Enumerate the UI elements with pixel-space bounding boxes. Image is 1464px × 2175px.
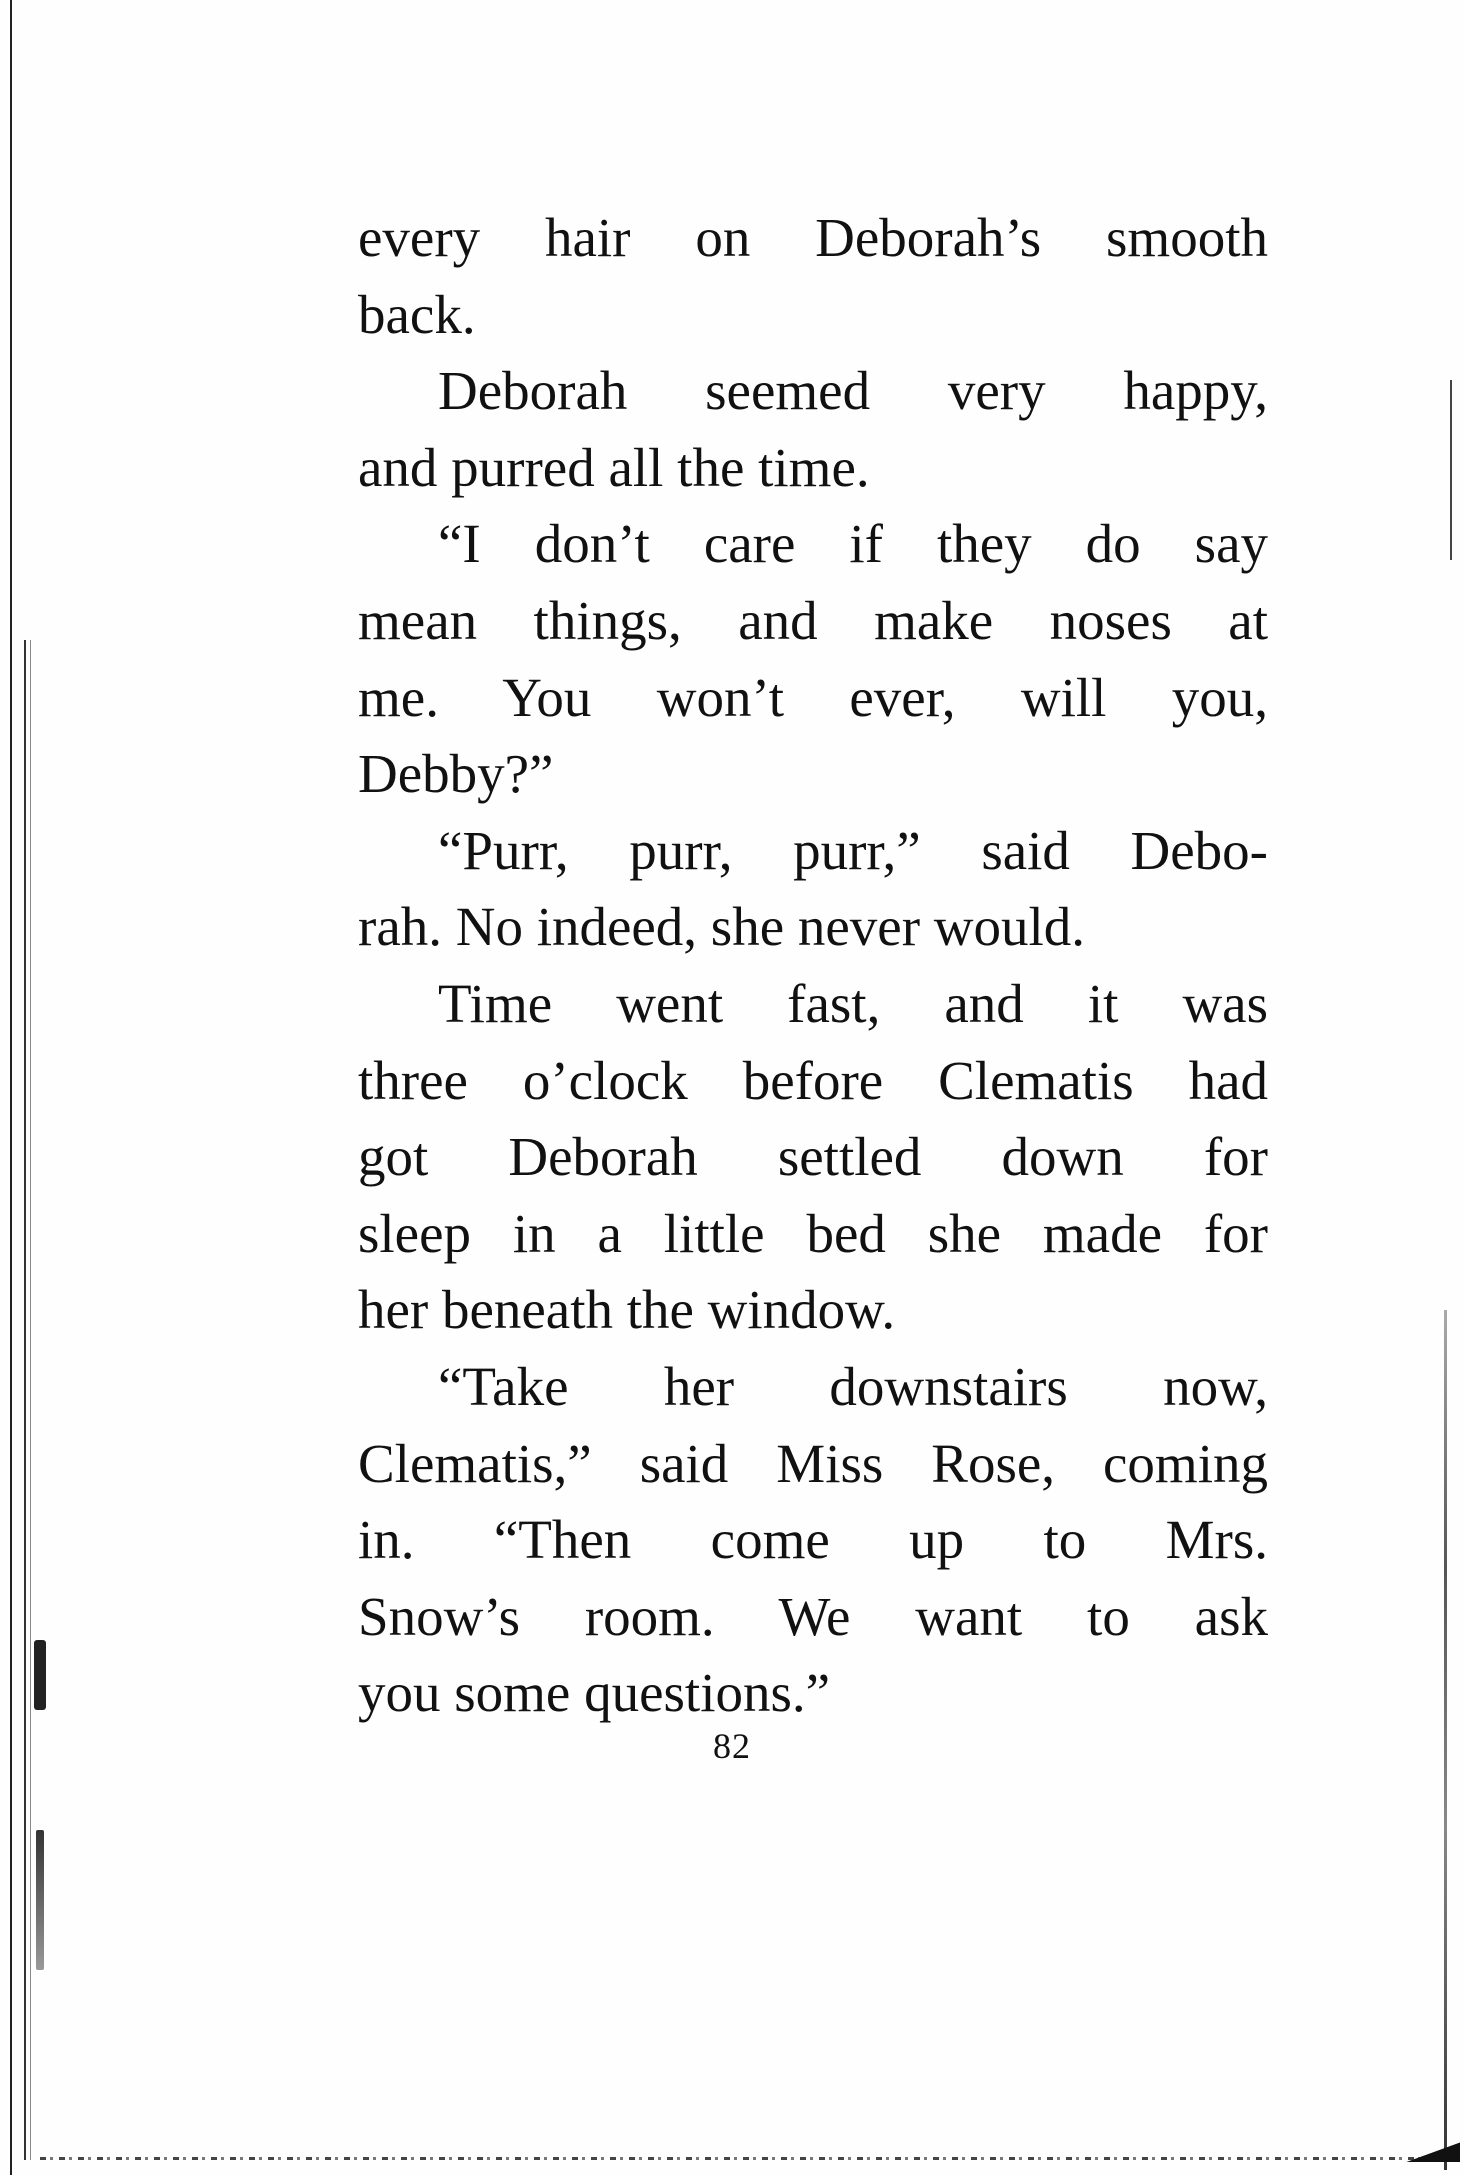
text-line: in. “Then come up to Mrs. (358, 1509, 1268, 1571)
text-line: Debby?” (358, 743, 554, 805)
text-line: Deborah seemed very happy, (438, 360, 1268, 422)
body-text (358, 200, 1268, 1732)
text-line: every hair on Deborah’s smooth (358, 207, 1268, 268)
text-line: got Deborah settled down for (358, 1126, 1268, 1188)
text-line: Time went fast, and it was (438, 972, 1268, 1034)
text-line: “I don’t care if they do say (438, 513, 1268, 575)
text-line: “Purr, purr, purr,” said Debo- (438, 819, 1268, 881)
text-line: Clematis,” said Miss Rose, coming (358, 1432, 1268, 1494)
text-line: sleep in a little bed she made for (358, 1202, 1268, 1264)
scan-corner-mark (1400, 2140, 1460, 2162)
text-line: me. You won’t ever, will you, (358, 666, 1268, 728)
text-line: back. (358, 283, 476, 345)
scan-bottom-edge (40, 2157, 1450, 2160)
scan-smudge (36, 1830, 44, 1970)
page-number: 82 (713, 1726, 751, 1766)
text-line: “Take her downstairs now, (438, 1355, 1268, 1417)
text-line: three o’clock before Clematis had (358, 1049, 1268, 1111)
scan-smudge (34, 1640, 46, 1710)
scan-edge-line (10, 0, 12, 2175)
scan-edge-line (24, 640, 26, 2160)
scan-edge-line (30, 640, 31, 2160)
text-line: mean things, and make noses at (358, 589, 1268, 651)
text-line: you some questions.” (358, 1662, 831, 1724)
text-line: her beneath the window. (358, 1279, 896, 1341)
text-line: Snow’s room. We want to ask (358, 1585, 1268, 1647)
scan-edge-line (1450, 380, 1452, 560)
text-line: and purred all the time. (358, 436, 870, 498)
text-line: rah. No indeed, she never would. (358, 896, 1086, 958)
